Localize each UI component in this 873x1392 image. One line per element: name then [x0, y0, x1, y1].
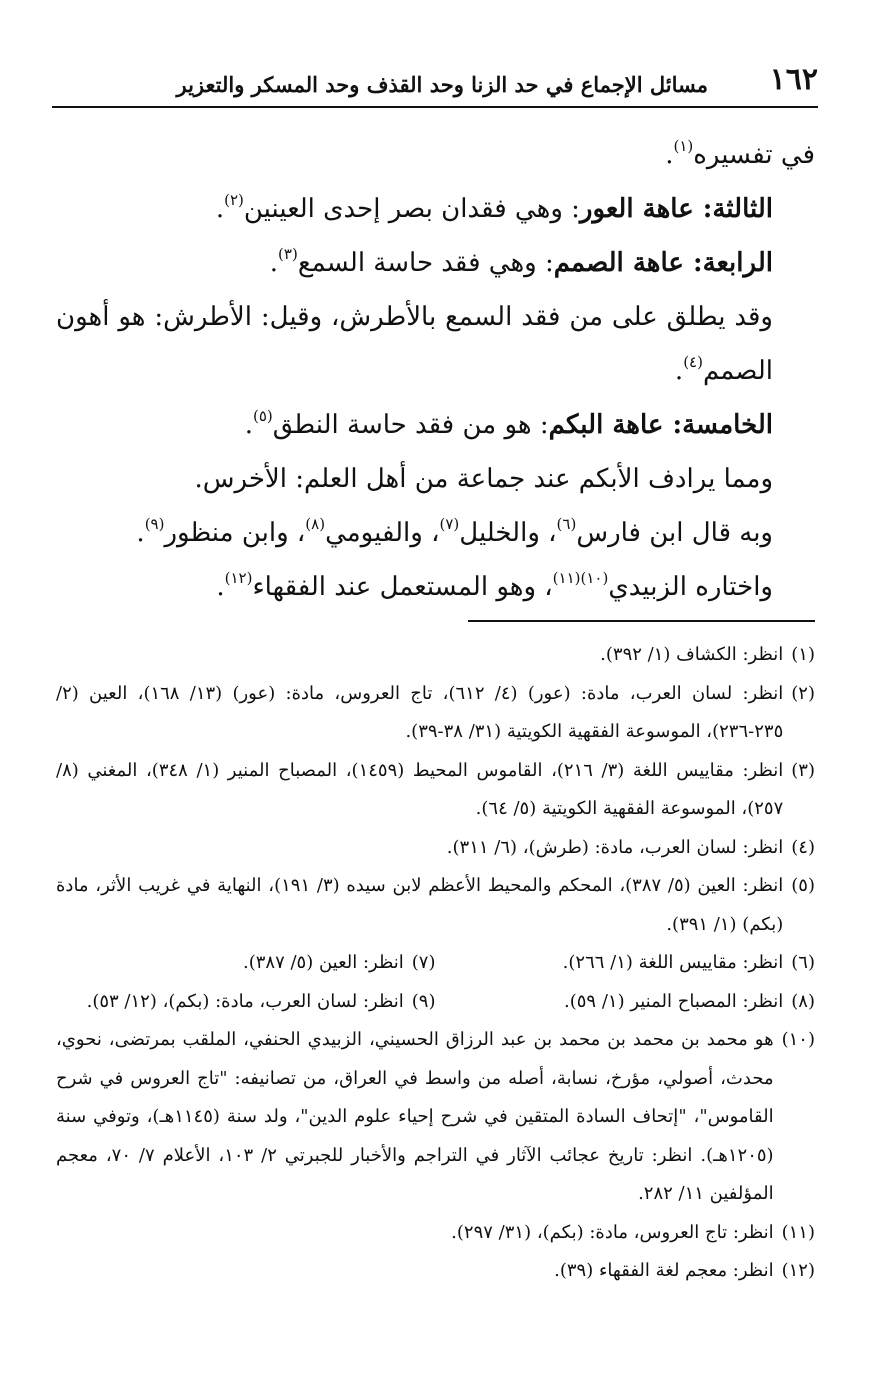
page-header: [52, 60, 818, 108]
footnote-4: [56, 829, 815, 868]
paragraph-third: الثالثة: عاهة العور: وهي فقدان بصر إحدى العينين$^{(٢)}$.: [215, 191, 773, 224]
footnote-10: [56, 1021, 815, 1214]
footnote-ref[interactable]: (٢): [224, 191, 244, 209]
footnote-number: (١١): [781, 1221, 815, 1243]
footnote-9: [56, 983, 436, 1022]
footnote-5: [56, 867, 815, 944]
footnote-text: انظر: معجم لغة الفقهاء (٣٩).: [554, 1260, 774, 1281]
section-label-fifth: الخامسة: عاهة البكم: [548, 410, 773, 440]
paragraph-atrash: وقد يطلق على من فقد السمع بالأطرش، وقيل: الأطرش: هو أهون الصمم$^{(٤)}$.: [56, 302, 773, 386]
paragraph-fifth: الخامسة: عاهة البكم: هو من فقد حاسة النطق$^{(٥)}$.: [244, 407, 773, 440]
footnote-ref[interactable]: (١٠)(١١): [552, 569, 609, 587]
footnote-text: انظر: تاج العروس، مادة: (بكم)، (٣١/ ٢٩٧).: [451, 1221, 774, 1243]
footnote-row-8-9: [56, 983, 815, 1022]
page-number: ١٦٢: [769, 62, 818, 97]
footnote-text: انظر: لسان العرب، مادة: (طرش)، (٦/ ٣١١).: [446, 836, 784, 858]
footnote-text: انظر: لسان العرب، مادة: (عور) (٤/ ٦١٢)، تاج العروس، مادة: (عور) (١٣/ ١٦٨)، العين (٢/ ٢٣٥-٢٣٦)، الموسوعة الفقهية الكويتية (٣١/ ٣٨-٣٩).: [56, 682, 784, 742]
paragraph-synonym: ومما يرادف الأبكم عند جماعة من أهل العلم: الأخرس.: [194, 464, 773, 494]
footnote-text: انظر: العين (٥/ ٣٨٧).: [242, 952, 404, 973]
footnote-number: (١٢): [781, 1260, 815, 1281]
footnote-number: (٩): [411, 990, 436, 1012]
footnote-row-6-7: [56, 944, 815, 983]
footnote-ref[interactable]: (٥): [252, 407, 273, 425]
paragraph-tafsir: في تفسيره$^{(١)}$.: [665, 137, 815, 170]
footnote-number: (٨): [791, 990, 815, 1012]
footnote-12: [56, 1252, 815, 1291]
footnote-number: (١٠): [781, 1029, 815, 1050]
footnote-ref[interactable]: (١): [673, 137, 694, 155]
footnote-text: انظر: مقاييس اللغة (١/ ٢٦٦).: [562, 952, 784, 973]
paragraph-fourth: الرابعة: عاهة الصمم: وهي فقد حاسة السمع$^{(٣)}$.: [269, 245, 773, 278]
footnote-ref[interactable]: (٩): [144, 515, 165, 533]
footnote-11: [56, 1214, 815, 1253]
footnote-ref[interactable]: (٧): [439, 515, 460, 533]
footnote-ref[interactable]: (٨): [305, 515, 326, 533]
footnote-1: [56, 636, 815, 675]
section-label-fourth: الرابعة: عاهة الصمم: [553, 248, 773, 278]
footnote-separator: [468, 620, 815, 622]
header-rule: [52, 106, 818, 108]
footnote-text: هو محمد بن محمد بن محمد بن عبد الرزاق الحسيني، الزبيدي الحنفي، الملقب بمرتضى، نحوي، محدث، أصولي، مؤرخ، نسابة، أصله من واسط في العراق، من تصانيفه: "تاج العروس في شرح القاموس"، "إتحاف السادة المتقين في شرح إحياء علوم الدين"، ولد سنة (١١٤٥هـ)، وتوفي سنة (١٢٠٥هـ). انظر: تاريخ عجائب الآثار في التراجم والأخبار للجبرتي ٢/ ١٠٣، الأعلام ٧/ ٧٠، معجم المؤلفين ١١/ ٢٨٢.: [56, 1029, 774, 1204]
footnote-number: (٦): [791, 952, 815, 973]
footnote-text: انظر: المصباح المنير (١/ ٥٩).: [564, 990, 784, 1012]
footnote-number: (٣): [791, 759, 815, 781]
footnote-number: (٥): [791, 875, 815, 896]
footnote-text: انظر: العين (٥/ ٣٨٧)، المحكم والمحيط الأعظم لابن سيده (٣/ ١٩١)، النهاية في غريب الأثر، مادة (بكم) (١/ ٣٩١).: [56, 875, 784, 935]
section-label-third: الثالثة: عاهة العور: [579, 194, 773, 224]
footnote-ref[interactable]: (١٢): [224, 569, 253, 587]
paragraph-chosen: واختاره الزبيدي$^{(١٠)(١١)}$، وهو المستعمل عند الفقهاء$^{(١٢)}$.: [216, 569, 773, 602]
main-text: [56, 128, 815, 614]
footnote-ref[interactable]: (٤): [683, 353, 703, 371]
footnote-number: (٤): [791, 836, 815, 858]
footnote-text: انظر: مقاييس اللغة (٣/ ٢١٦)، القاموس المحيط (١٤٥٩)، المصباح المنير (١/ ٣٤٨)، المغني (٨/ ٢٥٧)، الموسوعة الفقهية الكويتية (٥/ ٦٤).: [56, 759, 784, 819]
footnote-6: [436, 944, 816, 983]
footnote-number: (٧): [411, 952, 436, 973]
paragraph-said: وبه قال ابن فارس$^{(٦)}$، والخليل$^{(٧)}$، والفيومي$^{(٨)}$، وابن منظور$^{(٩)}$.: [136, 515, 773, 548]
footnote-text: انظر: لسان العرب، مادة: (بكم)، (١٢/ ٥٣).: [86, 990, 404, 1012]
footnote-text: انظر: الكشاف (١/ ٣٩٢).: [600, 644, 784, 665]
running-title: مسائل الإجماع في حد الزنا وحد القذف وحد المسكر والتعزير: [176, 72, 708, 97]
footnotes: [56, 636, 815, 1291]
footnote-number: (١): [791, 644, 815, 665]
footnote-8: [436, 983, 816, 1022]
footnote-7: [56, 944, 436, 983]
footnote-number: (٢): [791, 682, 815, 704]
footnote-3: [56, 752, 815, 829]
footnote-ref[interactable]: (٦): [556, 515, 577, 533]
footnote-ref[interactable]: (٣): [278, 245, 298, 263]
footnote-2: [56, 675, 815, 752]
